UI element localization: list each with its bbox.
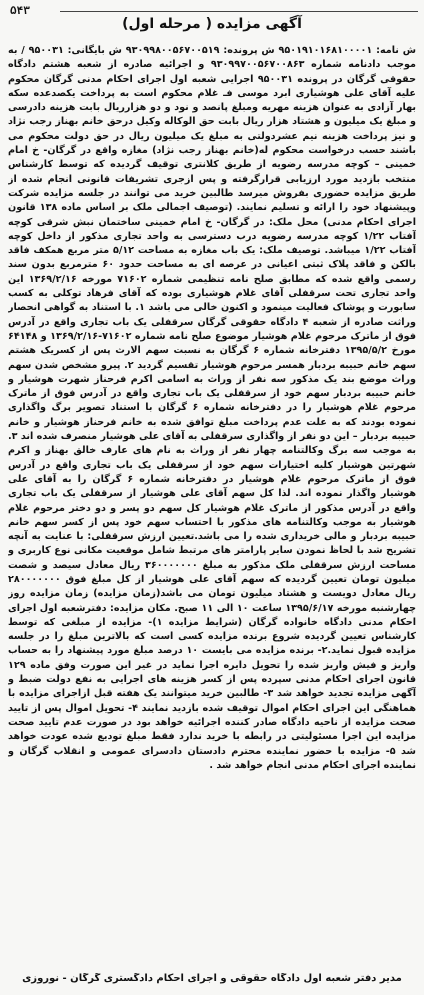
notice-title: آگهی مزایده ( مرحله اول) (122, 16, 302, 32)
page-number: ۵۴۳ (10, 4, 30, 17)
notice-signature: مدیر دفتر شعبه اول دادگاه حقوقی و اجرای احکام دادگستری گرگان - نوروزی (22, 973, 402, 984)
notice-body (8, 44, 416, 968)
notice-paragraph: ش نامه: ۹۵۰۱۹۱۰۱۶۸۱۰۰۰۰۱ ش پرونده: ۹۳۰۹۹۸۰۰۵۶۷۰۰۵۱۹ ش بایگانی: ۹۵۰۰۳۱ / به موجب دادنامه شماره ۹۳۰۹۹۷۰۰۵۶۷۰۰۸۶۳ و اجرائیه صادره از شعبه هشتم دادگاه حقوقی گرگان در پرونده ۹۵۰۰۳۱ اجرایی شعبه اول اجرای احکام مدنی گرگان محکوم علیه آقای علی هوشیاری ابرد موسی فـ غلام محکوم است به پرداخت یکصدعده سکه بهار آزادی به عنوان هزینه مهریه ومبلغ پانصد و نود و دو هزارریال بابت هزینه دادرسی و مبلغ یک میلیون و هشتاد هزار ریال بابت حق الوکاله وکیل درحق خانم بهناز رجب نژاد و نیز پرداخت هزینه نیم عشردولتی به مبلغ یک میلیون ریال در حق دولت محکوم می باشند حسب درخواست محکوم له(خانم بهناز رجب نژاد) مغازه واقع در گرگان- خ امام خمینی – کوچه مدرسه رضویه از طریق کلانتری توقیف گردیده که توسط کارشناس منتخب بازدید مورد ارزیابی قرارگرفته و پس ازجری تشریفات قانونی انجام شده از طریق مزایده حضوری بفروش میرسد طالبین خرید می توانند در جلسه مزایده شرکت وپیشنهاد خود را ارائه و تسلیم نمایند. (توصیف اجمالی ملک بر اساس ماده ۱۳۸ قانون اجرای احکام مدنی) محل ملک: در گرگان- خ امام خمینی ساختمان نبش شرقی کوچه آفتاب ۱/۲۲ کوچه مدرسه رضویه درب دسترسی به واحد تجاری مذکور از داخل کوچه آفتاب ۱/۲۲ میباشد. توصیف ملک: یک باب مغازه به مساحت ۵/۱۲ متر مربع همکف فاقد بالکن و فاقد پلاک ثبتی اعیانی در عرصه ای به مساحت حدود ۶۰ مترمربع بدون سند رسمی واقع شده که مطابق صلح نامه تنظیمی شماره ۷۱۶۰۲ مورخه ۱۳۶۹/۲/۱۶ این واحد تجاری تحت سرقفلی آقای غلام هوشیاری بوده که آقای فرهاد توکلی به کسب سابورت و پوشاک فعالیت مینمود و اکنون خالی می باشد ۱. با استناد به گواهی انحصار وراثت صادره از شعبه ۴ دادگاه حقوقی گرگان سرقفلی یک باب تجاری واقع در آدرس فوق از ماترک مرحوم غلام هوشیار موضوع صلح نامه شماره ۷۱۶۰۲-۱۳۶۹/۲/۱۶ و ۶۴۱۴۸ مورخ ۱۳۹۵/۵/۲ دفترخانه شماره ۶ گرگان به نسبت سهم الارث پس از کسریک هشتم سهم خانم حبیبه بردبار همسر مرحوم هوشیار تقسیم گردید ۲. پیرو مشخص شدن سهم وراث موضع بند یک مذکور سه نفر از وراث به اسامی اکرم فرحناز شهرت هوشیار و خانم حبیبه بردبار سهم خود از سرقفلی یک باب تجاری واقع در آدرس فوق از ماترک مرحوم غلام هوشیار را در دفترخانه شماره ۶ گرگان با استناد تصویر برگ واگذاری نموده بودند که به علت عدم پرداخت مبلغ توافق شده به خانم فرحناز هوشیار و خانم حبیبه بردبار – این دو نفر از واگذاری سرقفلی به آقای علی هوشیار منصرف شده اند ۳. به موجب سه برگ وکالتنامه چهار نفر از وراث به نام های عارف خالق بهناز و اکرم شهرتین هوشیار کلیه اختیارات سهم خود از سرقفلی یک باب تجاری واقع در آدرس فوق از ماترک مرحوم غلام هوشیار در دفترخانه شماره ۶ گرگان را به آقای علی هوشیار واگذار نموده اند. لذا کل سهم آقای علی هوشیار از سرقفلی یک باب تجاری واقع در آدرس مذکور از ماترک غلام هوشیار کل سهم دو پسر و دو دختر مرحوم غلام هوشیار به موجب وکالتنامه های مذکور با احتساب سهم خود پس از کسر سهم خانم حبیبه بردبار و مالی خریداری شده را می باشد.تعیین ارزش سرقفلی: با عنایت به آنچه تشریح شد با لحاظ نمودن سایر پارامتر های مرتبط شامل موقعیت مکانی نوع کاربری و مساحت ارزش سرقفلی ملک مذکور به مبلغ ۳۶۰۰۰۰۰۰۰ ریال معادل سیصد و شصت میلیون تومان تعیین گردیده که سهم آقای علی هوشیار از کل مبلغ فوق ۲۸۰۰۰۰۰۰۰ ریال معادل دویست و هشتاد میلیون تومان می باشد(زمان مزایده) زمان مزایده روز چهارشنبه مورخه ۱۳۹۵/۶/۱۷ ساعت ۱۰ الی ۱۱ صبح. مکان مزایده: دفترشعبه اول اجرای احکام مدنی دادگاه خانواده گرگان (شرایط مزایده ۱)- مزایده از مبلغی که توسط کارشناس تعیین گردیده شروع برنده مزایده کسی است که بالاترین مبلغ را در جلسه مزایده قبول نماید.۲- برنده مزایده می بایست ۱۰ درصد مبلغ مورد پیشنهاد را به حساب واریز و فیش واریز شده را تحویل دایره اجرا نماید در غیر این صورت وفق ماده ۱۲۹ قانون اجرای احکام مدنی سپرده پس از کسر هزینه های اجرایی به نفع دولت ضبط و آگهی مزایده تجدید خواهد شد ۳- طالبین خرید میتوانند یک هفته قبل ازاجرای مزایده با هماهنگی این اجرای احکام اموال توقیف شده بازدید نمایند ۴- تحویل اموال پس از تایید صحت مزایده از ناحیه دادگاه صادر کننده اجرائیه خواهد بود در صورت عدم تایید صحت مزایده این اجرا مسئولیتی در رابطه با خرید ندارد فقط مبلغ تودیع شده عودت خواهد شد ۵- مزایده با حضور نماینده محترم دادستان دادسرای عمومی و انقلاب گرگان و نماینده اجرای احکام مدنی انجام خواهد شد . (8, 45, 416, 771)
top-rule (60, 11, 418, 12)
